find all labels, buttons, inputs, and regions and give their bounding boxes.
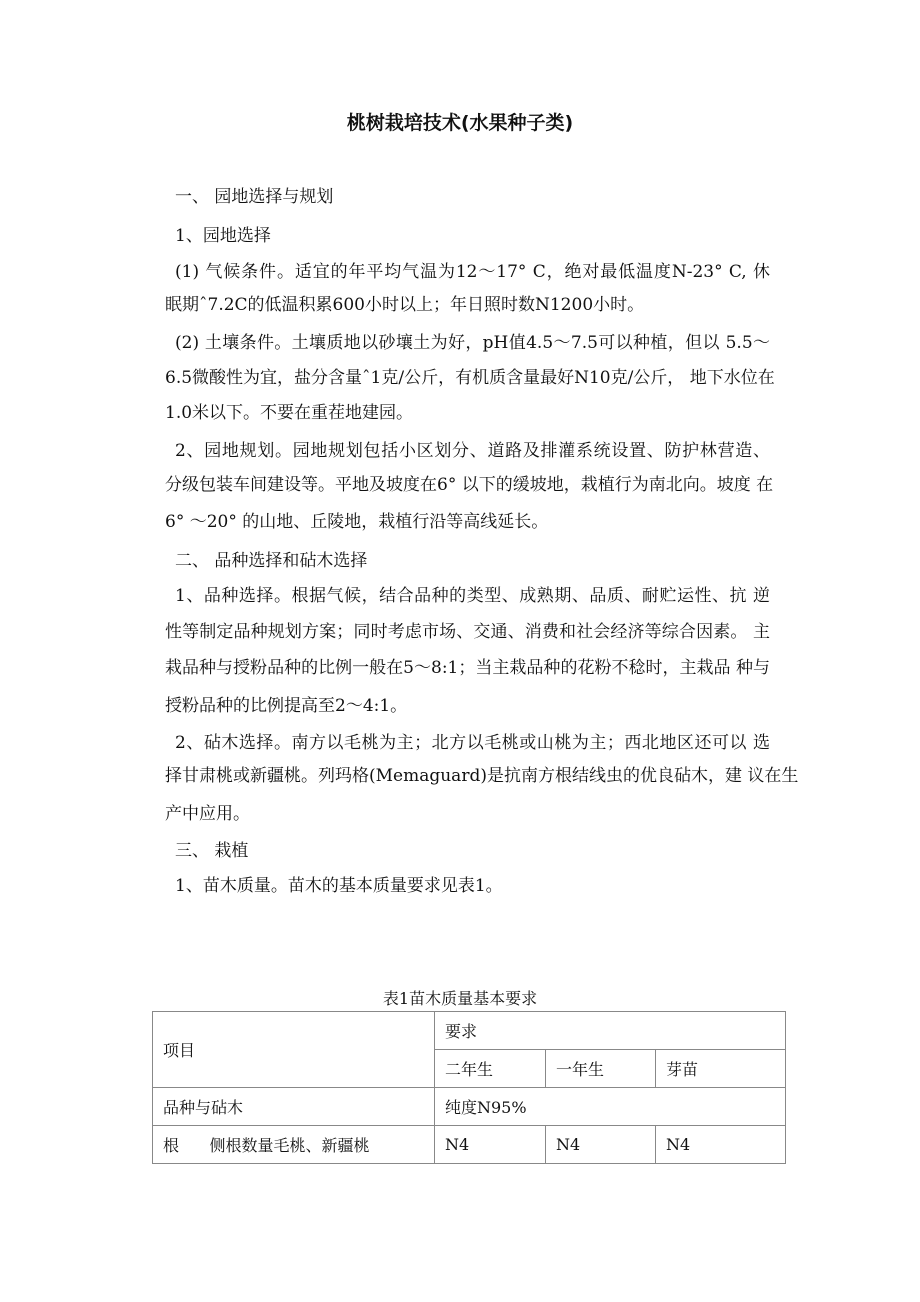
text-line: 1、园地选择: [175, 226, 271, 246]
text-line: 眠期ˆ7.2C的低温积累600小时以上；年日照时数N1200小时。: [165, 295, 645, 315]
text-line: (1) 气候条件。适宜的年平均气温为12〜17° C，绝对最低温度N-23° C, 休: [175, 262, 770, 282]
text-line: (2) 土壤条件。土壤质地以砂壤土为好，pH值4.5〜7.5可以种植，但以 5.5〜: [175, 333, 770, 353]
row-value: 纯度N95%: [435, 1088, 786, 1126]
header-col: 一年生: [546, 1050, 656, 1088]
text-line: 2、砧木选择。南方以毛桃为主；北方以毛桃或山桃为主；西北地区还可以 选: [175, 733, 770, 753]
text-line: 2、园地规划。园地规划包括小区划分、道路及排灌系统设置、防护林营造、: [175, 441, 770, 461]
header-item: 项目: [153, 1012, 435, 1088]
text-line: 二、 品种选择和砧木选择: [175, 551, 368, 571]
text-line: 择甘肃桃或新疆桃。列玛格(Memaguard)是抗南方根结线虫的优良砧木，建 议在生: [165, 766, 799, 786]
text-line: 1.0米以下。不要在重茬地建园。: [165, 403, 414, 423]
text-line: 6° 〜20° 的山地、丘陵地，栽植行沿等高线延长。: [165, 512, 549, 532]
row-value: N4: [656, 1126, 786, 1164]
text-line: 栽品种与授粉品种的比例一般在5〜8:1；当主栽品种的花粉不稔时，主栽品 种与: [165, 658, 770, 678]
header-col: 二年生: [435, 1050, 546, 1088]
text-line: 1、苗木质量。苗木的基本质量要求见表1。: [175, 876, 503, 896]
text-line: 分级包装车间建设等。平地及坡度在6° 以下的缓坡地，栽植行为南北向。坡度 在: [165, 475, 774, 495]
text-line: 产中应用。: [165, 804, 250, 824]
table-caption: 表1苗木质量基本要求: [382, 989, 538, 1008]
header-requirement: 要求: [435, 1012, 786, 1050]
text-line: 三、 栽植: [175, 841, 249, 861]
row-label: 根 侧根数量毛桃、新疆桃: [153, 1126, 435, 1164]
text-line: 授粉品种的比例提高至2〜4:1。: [165, 696, 408, 716]
text-line: 一、 园地选择与规划: [175, 187, 334, 207]
header-col: 芽苗: [656, 1050, 786, 1088]
row-label: 品种与砧木: [153, 1088, 435, 1126]
text-line: 6.5微酸性为宜，盐分含量ˆ1克/公斤，有机质含量最好N10克/公斤， 地下水位在: [165, 368, 775, 388]
table-row: [153, 1088, 786, 1126]
text-line: 1、品种选择。根据气候，结合品种的类型、成熟期、品质、耐贮运性、抗 逆: [175, 586, 770, 606]
row-value: N4: [435, 1126, 546, 1164]
text-line: 性等制定品种规划方案；同时考虑市场、交通、消费和社会经济等综合因素。 主: [165, 622, 770, 642]
seedling-quality-table: [152, 1011, 786, 1164]
table-row: [153, 1126, 786, 1164]
row-value: N4: [546, 1126, 656, 1164]
document-title: 桃树栽培技术(水果种子类): [346, 112, 574, 134]
